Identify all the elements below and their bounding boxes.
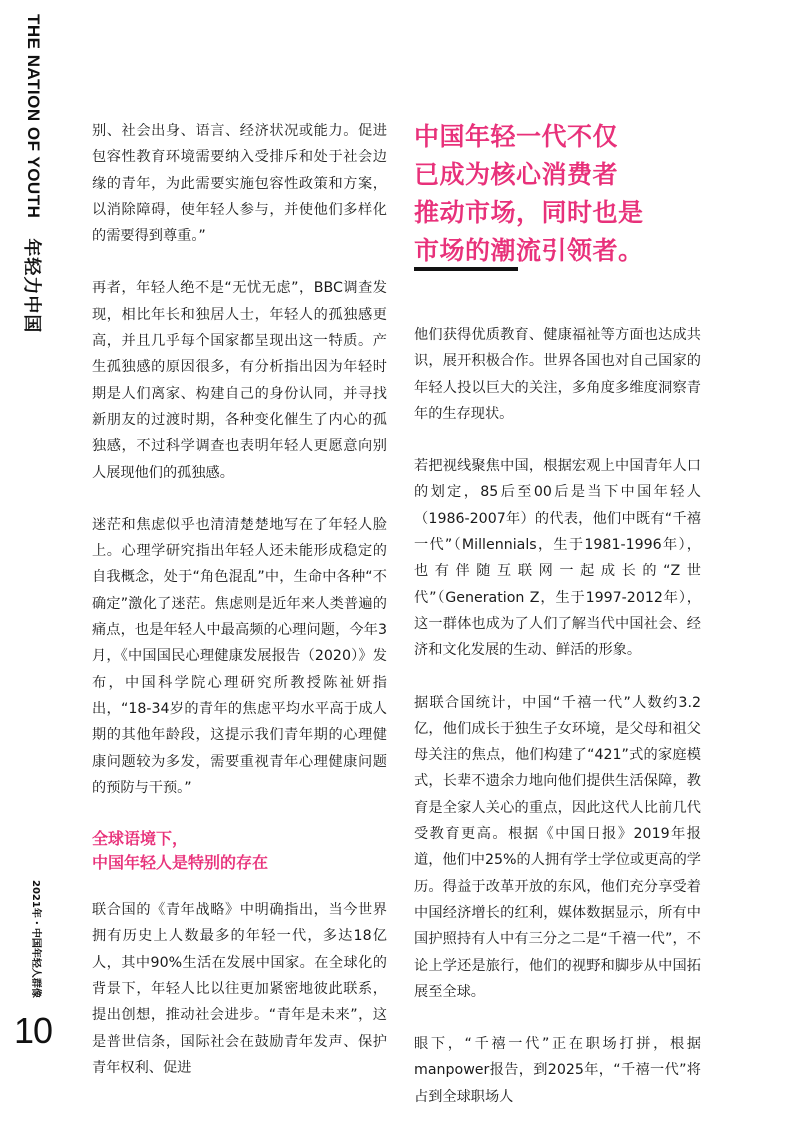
paragraph: 迷茫和焦虑似乎也清清楚楚地写在了年轻人脸上。心理学研究指出年轻人还未能形成稳定的自我概念，处于“角色混乱”中，生命中各种“不确定”激化了迷茫。焦虑则是近年来人类普遍的痛点，也是年轻人中最高频的心理问题，今年3月，《中国国民心理健康发展报告（2020）》发布，中国科学院心理研究所教授陈祉妍指出，“18-34岁的青年的焦虑平均水平高于成人期的其他年龄段，这提示我们青年期的心理健康问题较为多发，需要重视青年心理健康问题的预防与干预。” bbox=[92, 516, 387, 796]
right-column bbox=[414, 322, 701, 1136]
paragraph: 别、社会出身、语言、经济状况或能力。促进包容性教育环境需要纳入受排斥和处于社会边缘的青年，为此需要实施包容性政策和方案，以消除障碍，使年轻人参与，并使他们多样化的需要得到尊重。” bbox=[92, 123, 387, 245]
paragraph: 据联合国统计，中国“千禧一代”人数约3.2亿，他们成长于独生子女环境，是父母和祖父母关注的焦点，他们构建了“421”式的家庭模式，长辈不遗余力地向他们提供生活保障，教育是全家人关心的重点，因此这代人比前几代受教育更高。根据《中国日报》2019年报道，他们中25%的人拥有学士学位或更高的学历。得益于改革开放的东风，他们充分享受着中国经济增长的红利，媒体数据显示，所有中国护照持有人中有三分之二是“千禧一代”，不论上学还是旅行，他们的视野和脚步从中国拓展至全球。 bbox=[414, 694, 701, 1000]
pull-quote-line: 推动市场，同时也是 bbox=[414, 198, 644, 227]
side-title-cn: 年轻力中国 bbox=[21, 238, 42, 334]
section-heading bbox=[92, 827, 387, 875]
paragraph: 眼下，“千禧一代”正在职场打拼，根据manpower报告，到2025年，“千禧一代”将占到全球职场人 bbox=[414, 1036, 701, 1105]
pull-quote-line: 市场的潮流引领者。 bbox=[414, 236, 644, 265]
pull-quote-divider bbox=[414, 267, 518, 271]
paragraph: 若把视线聚焦中国，根据宏观上中国青年人口的划定，85后至00后是当下中国年轻人（1986-2007年）的代表，他们中既有“千禧一代”（Millennials，生于1981-1996年），也有伴随互联网一起成长的“Z世代”（Generation Z，生于1997-2012年），这一群体也成为了人们了解当代中国社会、经济和文化发展的生动、鲜活的形象。 bbox=[414, 458, 701, 659]
pull-quote bbox=[414, 118, 714, 270]
section-heading-line: 中国年轻人是特别的存在 bbox=[92, 853, 269, 873]
paragraph: 联合国的《青年战略》中明确指出，当今世界拥有历史上人数最多的年轻一代，多达18亿人，其中90%生活在发展中国家。在全球化的背景下，年轻人比以往更加紧密地彼此联系，提出创想，推动社会进步。“青年是未来”，这是普世信条，国际社会在鼓励青年发声、保护青年权利、促进 bbox=[92, 902, 387, 1076]
paragraph: 他们获得优质教育、健康福祉等方面也达成共识，展开积极合作。世界各国也对自己国家的年轻人投以巨大的关注，多角度多维度洞察青年的生存现状。 bbox=[414, 327, 701, 422]
side-header bbox=[21, 14, 44, 334]
pull-quote-line: 已成为核心消费者 bbox=[414, 160, 619, 189]
side-title-en: THE NATION OF YOUTH bbox=[24, 14, 43, 219]
page-number: 10 bbox=[14, 1010, 53, 1051]
pull-quote-line: 中国年轻一代不仅 bbox=[414, 122, 619, 151]
side-footer bbox=[28, 880, 42, 1030]
section-heading-line: 全球语境下， bbox=[92, 829, 189, 849]
left-column bbox=[92, 118, 387, 1107]
paragraph: 再者，年轻人绝不是“无忧无虑”，BBC调查发现，相比年长和独居人士，年轻人的孤独感更高，并且几乎每个国家都呈现出这一特质。产生孤独感的原因很多，有分析指出因为年轻时期是人们离家、构建自己的身份认同，并寻找新朋友的过渡时期，各种变化催生了内心的孤独感，不过科学调查也表明年轻人更愿意向别人展现他们的孤独感。 bbox=[92, 280, 387, 481]
side-footer-text: 2021年・中国年轻人群像 bbox=[30, 880, 41, 998]
